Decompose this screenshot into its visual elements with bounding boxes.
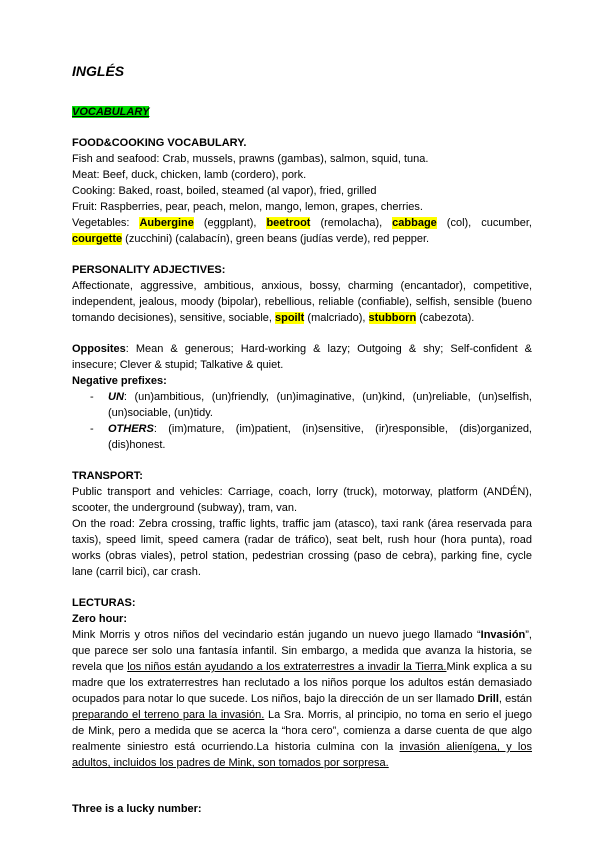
text-run: preparando el terreno para la invasión. [72, 709, 265, 721]
text-run: Negative prefixes: [72, 375, 167, 387]
highlighted-text: Aubergine [139, 217, 194, 229]
text-run: Zero hour: [72, 613, 127, 625]
zero-hour-paragraph [72, 627, 532, 771]
text-run: FOOD&COOKING VOCABULARY. [72, 137, 247, 149]
meat-line [72, 167, 532, 183]
text-run: , están [498, 693, 532, 705]
text-run: Mink Morris y otros niños del vecindario están jugando un nuevo juego llamado “ [72, 629, 481, 641]
text-run: INGLÉS [72, 63, 125, 79]
text-run: Vegetables: [72, 217, 140, 229]
text-run: Invasión [480, 629, 526, 641]
text-run: On the road: Zebra crossing, traffic lights, traffic jam (atasco), taxi rank (área reservada para taxis), speed limit, speed camera (radar de tráfico), seat belt, rush hour (hora punta), road works (obras viales), petrol station, pedestrian crossing (paso de cebra), parking fine, cycle lane (carril bici), car crash. [72, 518, 532, 578]
un-prefix-item [72, 389, 532, 421]
public-transport-paragraph [72, 484, 532, 516]
text-run: : Mean & generous; Hard-working & lazy; Outgoing & shy; Self-confident & insecure; Clever & stupid; Talkative & quiet. [72, 343, 532, 371]
highlighted-text: spoilt [275, 312, 305, 324]
highlighted-text: beetroot [266, 217, 311, 229]
text-run: ”, que parece ser solo una fantasía infantil. Sin embargo, a medida que avanza la historia, se revela que [72, 629, 532, 673]
vegetables-paragraph [72, 215, 532, 247]
text-run: Cooking: Baked, roast, boiled, steamed (al vapor), fried, grilled [72, 185, 377, 197]
highlighted-text: stubborn [368, 312, 417, 324]
others-prefix-item [72, 421, 532, 453]
lecturas-heading [72, 595, 532, 611]
text-run: (col), cucumber, [436, 217, 532, 229]
opposites-paragraph [72, 341, 532, 373]
transport-heading [72, 468, 532, 484]
text-run: UN [108, 391, 124, 403]
on-the-road-paragraph [72, 516, 532, 580]
text-run: invasión alienígena, y los adultos, incluidos los padres de Mink, son tomados por sorpresa. [72, 741, 532, 769]
text-run: Public transport and vehicles: Carriage, coach, lorry (truck), motorway, platform (ANDÉN), scooter, the underground (subway), tram, van. [72, 486, 532, 514]
list-bullet: - [90, 391, 94, 403]
list-item-text [108, 389, 532, 421]
text-run: (remolacha), [310, 217, 393, 229]
document-title [72, 62, 532, 80]
text-run: Fruit: Raspberries, pear, peach, melon, mango, lemon, grapes, cherries. [72, 201, 423, 213]
zero-hour-heading [72, 611, 532, 627]
cooking-line [72, 183, 532, 199]
list-bullet: - [90, 423, 94, 435]
fruit-line [72, 199, 532, 215]
fish-seafood-line [72, 151, 532, 167]
text-run: Affectionate, aggressive, ambitious, anxious, bossy, charming (encantador), competitive, independent, jealous, moody (bipolar), rebellious, reliable (confiable), selfish, sensible (bueno tomando decisiones), sensitive, sociable, [72, 280, 532, 324]
three-lucky-number-heading [72, 801, 532, 817]
text-run: LECTURAS: [72, 597, 136, 609]
food-cooking-heading [72, 135, 532, 151]
text-run: los niños están ayudando a los extraterrestres a invadir la Tierra. [127, 661, 447, 673]
text-run: Mink explica a su madre que los extraterrestres han reclutado a los niños porque los adultos están demasiado ocupados para notar lo que sucede. Los niños, bajo la dirección de un ser llamado [72, 661, 532, 705]
text-run: Three is a lucky number: [72, 803, 202, 815]
text-run: Drill [477, 693, 499, 705]
text-run: Opposites [72, 343, 126, 355]
text-run: TRANSPORT: [72, 470, 143, 482]
highlighted-text: cabbage [392, 217, 437, 229]
text-run: (malcriado), [304, 312, 369, 324]
negative-prefixes-heading [72, 373, 532, 389]
text-run: Meat: Beef, duck, chicken, lamb (cordero), pork. [72, 169, 307, 181]
highlighted-text: VOCABULARY [72, 106, 150, 118]
text-run: PERSONALITY ADJECTIVES: [72, 264, 226, 276]
text-run: (eggplant), [193, 217, 267, 229]
text-run: Fish and seafood: Crab, mussels, prawns (gambas), salmon, squid, tuna. [72, 153, 429, 165]
highlighted-text: courgette [72, 233, 123, 245]
text-run: OTHERS [108, 423, 154, 435]
text-run: La Sra. Morris, al principio, no toma en serio el juego de Mink, pero a medida que se acerca la “hora cero”, comienza a darse cuenta de que algo realmente siniestro está ocurriendo.La historia culmina con la [72, 709, 532, 753]
list-item-text [108, 421, 532, 453]
vocabulary-heading [72, 104, 532, 120]
text-run: (cabezota). [416, 312, 475, 324]
text-run: (zucchini) (calabacín), green beans (judías verde), red pepper. [122, 233, 430, 245]
personality-heading [72, 262, 532, 278]
text-run: : (un)ambitious, (un)friendly, (un)imaginative, (un)kind, (un)reliable, (un)selfish, (un)sociable, (un)tidy. [108, 391, 532, 419]
personality-paragraph [72, 278, 532, 326]
text-run: : (im)mature, (im)patient, (in)sensitive, (ir)responsible, (dis)organized, (dis)honest. [108, 423, 532, 451]
